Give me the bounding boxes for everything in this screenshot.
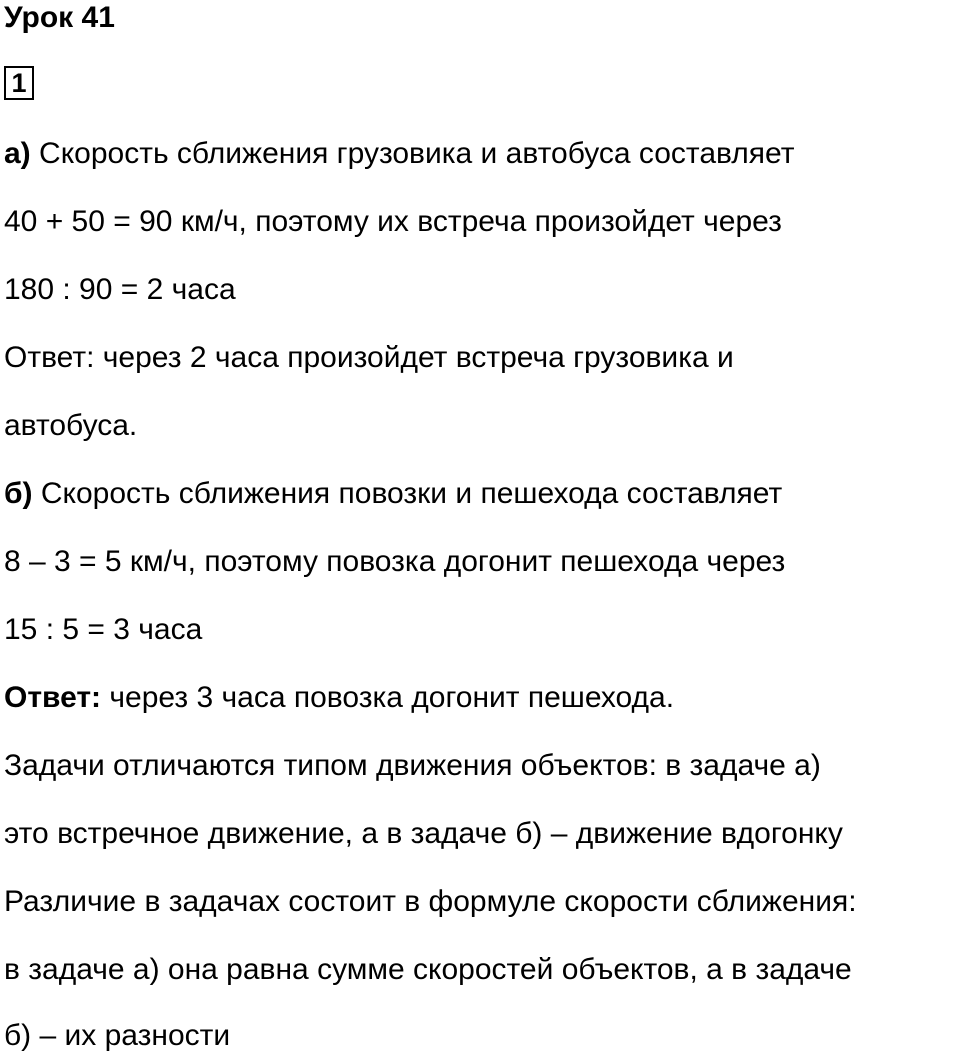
part-b-line-1 — [4, 474, 782, 514]
part-b-answer-text: через 3 часа повозка догонит пешехода. — [101, 681, 675, 714]
conclusion-line-1: Задачи отличаются типом движения объектов: в задаче а) — [4, 749, 821, 782]
conclusion-line-5: б) – их разности — [4, 1019, 231, 1052]
part-b-line-3: 15 : 5 = 3 часа — [4, 613, 203, 646]
part-b-line-2: 8 – 3 = 5 км/ч, поэтому повозка догонит пешехода через — [4, 545, 786, 578]
part-a-line-5: автобуса. — [4, 409, 138, 442]
conclusion-line-3: Различие в задачах состоит в формуле скорости сближения: — [4, 885, 857, 918]
part-b-label: б) — [4, 477, 33, 510]
conclusion-line-4: в задаче а) она равна сумме скоростей объектов, а в задаче — [4, 953, 852, 986]
part-a-line-1-text: Скорость сближения грузовика и автобуса составляет — [30, 137, 795, 170]
part-a-line-1 — [4, 134, 794, 174]
part-b-answer-label: Ответ: — [4, 681, 102, 714]
conclusion-line-2: это встречное движение, а в задаче б) – движение вдогонку — [4, 817, 843, 850]
part-b-answer-line — [4, 678, 674, 718]
task-number-box: 1 — [4, 66, 34, 100]
part-b-line-1-text: Скорость сближения повозки и пешехода составляет — [32, 477, 783, 510]
part-a-line-4: Ответ: через 2 часа произойдет встреча грузовика и — [4, 341, 734, 374]
lesson-title: Урок 41 — [4, 1, 115, 34]
part-a-label: а) — [4, 137, 31, 170]
part-a-line-2: 40 + 50 = 90 км/ч, поэтому их встреча произойдет через — [4, 205, 782, 238]
part-a-line-3: 180 : 90 = 2 часа — [4, 273, 236, 306]
